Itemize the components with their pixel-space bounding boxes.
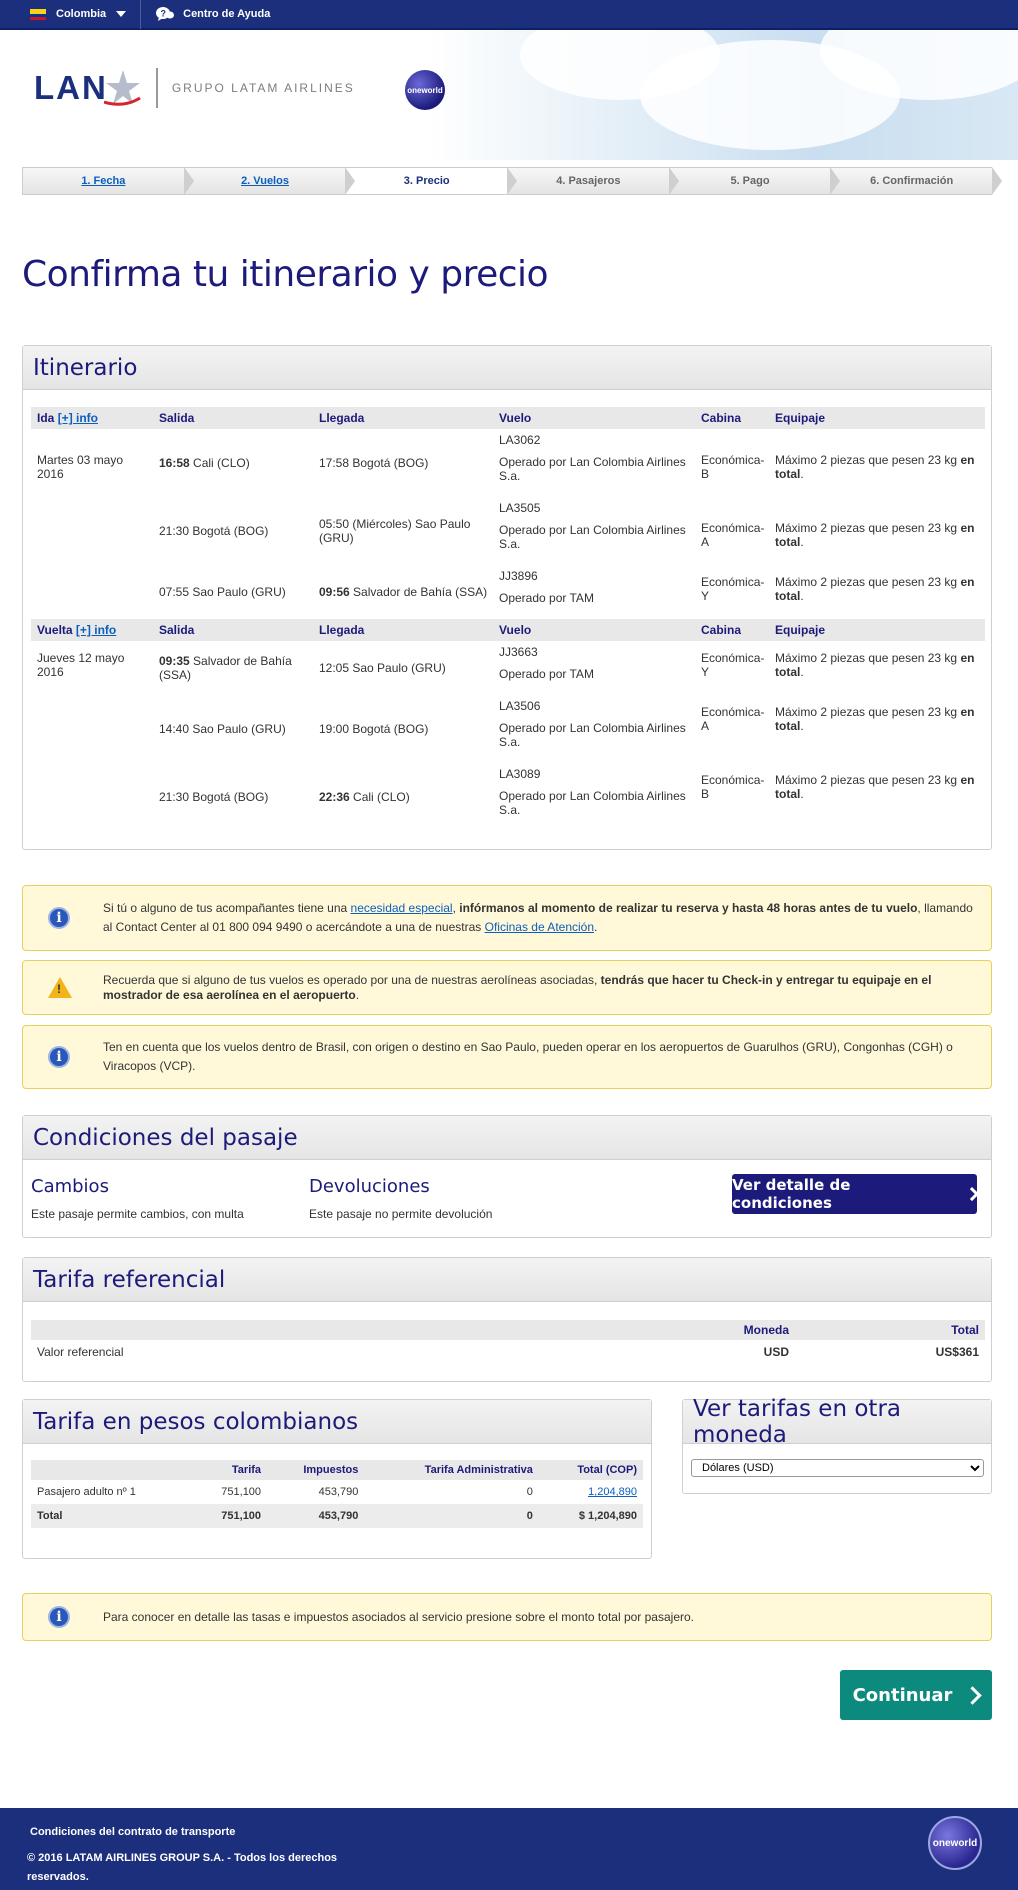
step-passengers: [507, 167, 669, 195]
baggage-text: Máximo 2 piezas que pesen 23 kg: [775, 453, 958, 467]
itinerary-panel: [22, 345, 992, 850]
chevron-right-icon: [965, 1187, 979, 1201]
outbound-date: Martes 03 mayo 2016: [37, 453, 124, 481]
currency-select-wrap: [683, 1444, 991, 1477]
baggage-cell: Máximo 2 piezas que pesen 23 kg en total.: [775, 575, 975, 603]
departure-cell: [153, 429, 313, 497]
arrival-cell: [313, 641, 493, 695]
currency-select[interactable]: [691, 1459, 984, 1477]
step-price: [345, 167, 507, 195]
passenger-admin-fee: 0: [526, 1486, 533, 1498]
baggage-text: Máximo 2 piezas que pesen 23 kg: [775, 521, 958, 535]
col-baggage: Equipaje: [769, 407, 985, 429]
conditions-panel: [22, 1115, 992, 1238]
baggage-cell: Máximo 2 piezas que pesen 23 kg en total.: [775, 773, 975, 801]
colombia-flag-icon: [30, 9, 46, 20]
contract-conditions-link[interactable]: Condiciones del contrato de transporte: [30, 1826, 236, 1838]
table-header-row: [31, 1320, 985, 1340]
top-bar: [0, 0, 1018, 30]
outbound-label: Ida: [37, 411, 55, 425]
col-flight: Vuelo: [493, 407, 695, 429]
notice-bold: infórmanos al momento de realizar tu reserva y hasta 48 horas antes de tu vuelo: [459, 901, 918, 915]
booking-steps: [22, 167, 992, 195]
checkin-text: [103, 973, 977, 1003]
departure-place: 14:40 Sao Paulo (GRU): [159, 722, 286, 736]
arrival-place: 17:58 Bogotá (BOG): [319, 456, 429, 470]
step-payment: [669, 167, 831, 195]
flight-operator: Operado por Lan Colombia Airlines S.a.: [499, 721, 686, 749]
col-currency: Moneda: [675, 1320, 795, 1340]
info-icon: i: [48, 907, 70, 929]
blank-header: [31, 1460, 192, 1480]
lan-logo[interactable]: [34, 68, 355, 108]
col-baggage: Equipaje: [769, 619, 985, 641]
departure-time: 09:35: [159, 654, 190, 668]
arrival-place: 12:05 Sao Paulo (GRU): [319, 661, 446, 675]
total-fare: 751,100: [192, 1504, 267, 1528]
taxes-notice: [22, 1593, 992, 1641]
col-admin-fee: Tarifa Administrativa: [364, 1460, 539, 1480]
flight-cell: [493, 763, 695, 831]
cabin-class: Económica-Y: [701, 651, 765, 679]
other-currency-title: Ver tarifas en otra moneda: [683, 1400, 991, 1444]
outbound-label-cell: [31, 407, 153, 429]
departure-cell: [153, 695, 313, 763]
view-conditions-label: Ver detalle de condiciones: [732, 1176, 851, 1212]
flight-cell: [493, 565, 695, 619]
step-payment-label: 5. Pago: [730, 175, 770, 187]
warning-icon: !: [48, 977, 72, 998]
flight-cell: [493, 497, 695, 565]
info-icon: i: [48, 1606, 70, 1628]
arrival-cell: [313, 763, 493, 831]
return-info-link[interactable]: [+] info: [75, 623, 117, 637]
baggage-bold: en total: [775, 651, 975, 679]
baggage-cell: Máximo 2 piezas que pesen 23 kg en total.: [775, 521, 975, 549]
baggage-cell: Máximo 2 piezas que pesen 23 kg en total.: [775, 651, 975, 679]
table-row: [31, 1480, 643, 1504]
flight-row: [31, 497, 985, 565]
flight-number: LA3062: [499, 433, 541, 447]
arrival-cell: [313, 565, 493, 619]
page-title: Confirma tu itinerario y precio: [22, 254, 549, 295]
reference-label: Valor referencial: [37, 1345, 124, 1359]
changes-block: [31, 1176, 244, 1221]
return-label: Vuelta: [37, 623, 73, 637]
flight-operator: Operado por Lan Colombia Airlines S.a.: [499, 523, 686, 551]
flight-row: [31, 763, 985, 831]
changes-text: Este pasaje permite cambios, con multa: [31, 1207, 244, 1221]
help-chat-icon: [155, 6, 175, 22]
flight-operator: Operado por TAM: [499, 591, 594, 605]
cabin-class: Económica-A: [701, 521, 765, 549]
notice-text: ,: [452, 901, 460, 915]
arrival-cell: [313, 497, 493, 565]
departure-place: 21:30 Bogotá (BOG): [159, 524, 269, 538]
grand-total: $ 1,204,890: [539, 1504, 643, 1528]
notice-text: Si tú o alguno de tus acompañantes tiene una: [103, 901, 351, 915]
step-flights-link[interactable]: 2. Vuelos: [241, 175, 289, 187]
reference-fare-table: [31, 1320, 985, 1364]
departure-cell: [153, 565, 313, 619]
taxes-text: Para conocer en detalle las tasas e impuestos asociados al servicio presione sobre el monto total por pasajero.: [103, 1609, 694, 1624]
baggage-bold: en total: [775, 705, 975, 733]
departure-cell: [153, 497, 313, 565]
conditions-title: Condiciones del pasaje: [23, 1116, 991, 1160]
cabin-class: Económica-Y: [701, 575, 765, 603]
arrival-place: Cali (CLO): [353, 790, 410, 804]
copyright-text: © 2016 LATAM AIRLINES GROUP S.A. - Todos los derechos reservados.: [27, 1852, 338, 1883]
table-header-row: [31, 1460, 643, 1480]
blank-header: [31, 1320, 675, 1340]
passenger-total-link[interactable]: 1,204,890: [588, 1486, 637, 1498]
col-departure: Salida: [153, 619, 313, 641]
cop-fare-panel: [22, 1399, 652, 1559]
col-total: Total: [795, 1320, 985, 1340]
col-arrival: Llegada: [313, 407, 493, 429]
group-name: GRUPO LATAM AIRLINES: [156, 68, 355, 108]
refunds-block: [309, 1176, 492, 1221]
continue-button[interactable]: [840, 1670, 992, 1720]
arrival-cell: [313, 429, 493, 497]
total-label: Total: [31, 1504, 192, 1528]
notice-text: .: [355, 987, 360, 1002]
passenger-fare: 751,100: [221, 1486, 262, 1498]
flight-operator: Operado por Lan Colombia Airlines S.a.: [499, 789, 686, 817]
col-fare: Tarifa: [192, 1460, 267, 1480]
brazil-text: Ten en cuenta que los vuelos dentro de Brasil, con origen o destino en Sao Paulo, pueden operar en los aeropuertos de Guarulhos (GRU), Congonhas (CGH) o Viracopos (VCP).: [103, 1040, 953, 1073]
info-icon: i: [48, 1046, 70, 1068]
arrival-time: 09:56: [319, 585, 350, 599]
baggage-cell: Máximo 2 piezas que pesen 23 kg en total.: [775, 705, 975, 733]
changes-title: Cambios: [31, 1176, 109, 1197]
cop-fare-table: [31, 1460, 643, 1528]
table-row: [31, 1340, 985, 1364]
service-offices-link[interactable]: Oficinas de Atención: [484, 920, 595, 934]
notice-text: Recuerda que si alguno de tus vuelos es operado por una de nuestras aerolíneas asociadas,: [103, 972, 601, 987]
departure-time: 16:58: [159, 456, 190, 470]
outbound-info-link[interactable]: [+] info: [57, 411, 99, 425]
flight-row: [31, 695, 985, 763]
country-label: Colombia: [56, 8, 107, 20]
flight-number: LA3506: [499, 699, 541, 713]
flight-number: LA3505: [499, 501, 541, 515]
star-logo-icon: [104, 68, 142, 108]
country-selector[interactable]: [0, 0, 141, 29]
brand-name: LAN: [34, 69, 108, 106]
itinerary-title: Itinerario: [23, 346, 991, 390]
flight-cell: [493, 641, 695, 695]
departure-cell: [153, 763, 313, 831]
special-need-link[interactable]: necesidad especial: [350, 901, 453, 915]
flight-operator: Operado por Lan Colombia Airlines S.a.: [499, 455, 686, 483]
step-confirmation-label: 6. Confirmación: [870, 175, 954, 187]
cabin-class: Económica-B: [701, 453, 765, 481]
flight-row: [31, 429, 985, 497]
svg-text:?: ?: [160, 8, 167, 19]
flight-number: LA3089: [499, 767, 541, 781]
flight-row: [31, 641, 985, 695]
itinerary-table: [31, 407, 985, 831]
passenger-label: Pasajero adulto nº 1: [37, 1486, 136, 1498]
step-date[interactable]: [22, 167, 184, 195]
passenger-total-cell: [539, 1480, 643, 1504]
reference-fare-panel: [22, 1257, 992, 1382]
chevron-right-icon: [964, 1686, 982, 1704]
baggage-text: Máximo 2 piezas que pesen 23 kg: [775, 651, 958, 665]
refunds-title: Devoluciones: [309, 1176, 430, 1197]
flight-number: JJ3896: [499, 569, 538, 583]
arrival-place: 19:00 Bogotá (BOG): [319, 722, 429, 736]
special-needs-notice: [22, 885, 992, 951]
baggage-bold: en total: [775, 575, 975, 603]
special-needs-text: [103, 899, 977, 937]
step-passengers-label: 4. Pasajeros: [556, 175, 621, 187]
other-currency-panel: [682, 1395, 992, 1494]
departure-place: 21:30 Bogotá (BOG): [159, 790, 269, 804]
site-footer: [0, 1808, 1018, 1890]
cabin-class: Económica-A: [701, 705, 765, 733]
cabin-class: Económica-B: [701, 773, 765, 801]
refunds-text: Este pasaje no permite devolución: [309, 1207, 493, 1221]
chevron-down-icon: [116, 11, 126, 17]
col-arrival: Llegada: [313, 619, 493, 641]
arrival-place: Salvador de Bahía (SSA): [353, 585, 488, 599]
help-label: Centro de Ayuda: [183, 8, 271, 20]
outbound-header-row: [31, 407, 985, 429]
flight-row: [31, 565, 985, 619]
col-departure: Salida: [153, 407, 313, 429]
oneworld-footer-logo: oneworld: [928, 1816, 982, 1870]
step-price-label: 3. Precio: [403, 175, 450, 187]
col-cabin: Cabina: [695, 407, 769, 429]
return-date: Jueves 12 mayo 2016: [37, 651, 125, 679]
step-date-link[interactable]: 1. Fecha: [81, 175, 126, 187]
baggage-bold: en total: [775, 453, 975, 481]
help-center-link[interactable]: [141, 6, 270, 22]
total-taxes: 453,790: [267, 1504, 364, 1528]
baggage-text: Máximo 2 piezas que pesen 23 kg: [775, 773, 958, 787]
flight-cell: [493, 429, 695, 497]
flight-number: JJ3663: [499, 645, 538, 659]
return-header-row: [31, 619, 985, 641]
col-total-cop: Total (COP): [539, 1460, 643, 1480]
flight-operator: Operado por TAM: [499, 667, 594, 681]
total-admin-fee: 0: [364, 1504, 539, 1528]
flight-cell: [493, 695, 695, 763]
departure-place: Salvador de Bahía (SSA): [159, 654, 292, 682]
baggage-text: Máximo 2 piezas que pesen 23 kg: [775, 575, 958, 589]
arrival-cell: [313, 695, 493, 763]
arrival-time: 22:36: [319, 790, 350, 804]
reference-currency: USD: [763, 1345, 789, 1359]
baggage-bold: en total: [775, 521, 975, 549]
baggage-bold: en total: [775, 773, 975, 801]
col-flight: Vuelo: [493, 619, 695, 641]
view-conditions-button[interactable]: [732, 1174, 977, 1214]
total-row: [31, 1504, 643, 1528]
departure-place: Cali (CLO): [193, 456, 250, 470]
col-cabin: Cabina: [695, 619, 769, 641]
brazil-notice: [22, 1025, 992, 1089]
notice-text: .: [594, 920, 598, 934]
step-confirmation: [830, 167, 992, 195]
departure-cell: [153, 641, 313, 695]
reference-total: US$361: [935, 1345, 979, 1359]
site-header: [0, 30, 1018, 160]
reference-fare-title: Tarifa referencial: [23, 1258, 991, 1302]
passenger-taxes: 453,790: [318, 1486, 359, 1498]
departure-place: 07:55 Sao Paulo (GRU): [159, 585, 286, 599]
baggage-cell: Máximo 2 piezas que pesen 23 kg en total.: [775, 453, 975, 481]
step-flights[interactable]: [184, 167, 346, 195]
checkin-notice: [22, 960, 992, 1015]
notice-bold: tendrás que hacer tu Check-in y entregar tu equipaje en el mostrador de esa aerolínea en el aeropuerto: [103, 972, 932, 1002]
col-taxes: Impuestos: [267, 1460, 364, 1480]
baggage-text: Máximo 2 piezas que pesen 23 kg: [775, 705, 958, 719]
continue-label: Continuar: [852, 1684, 953, 1706]
notice-text: , llamando al Contact Center al 01 800 094 9490 o acercándote a una de nuestras: [103, 901, 973, 934]
return-label-cell: [31, 619, 153, 641]
oneworld-logo: oneworld: [405, 70, 445, 110]
cop-fare-title: Tarifa en pesos colombianos: [23, 1400, 651, 1444]
arrival-place: 05:50 (Miércoles) Sao Paulo (GRU): [319, 517, 471, 545]
